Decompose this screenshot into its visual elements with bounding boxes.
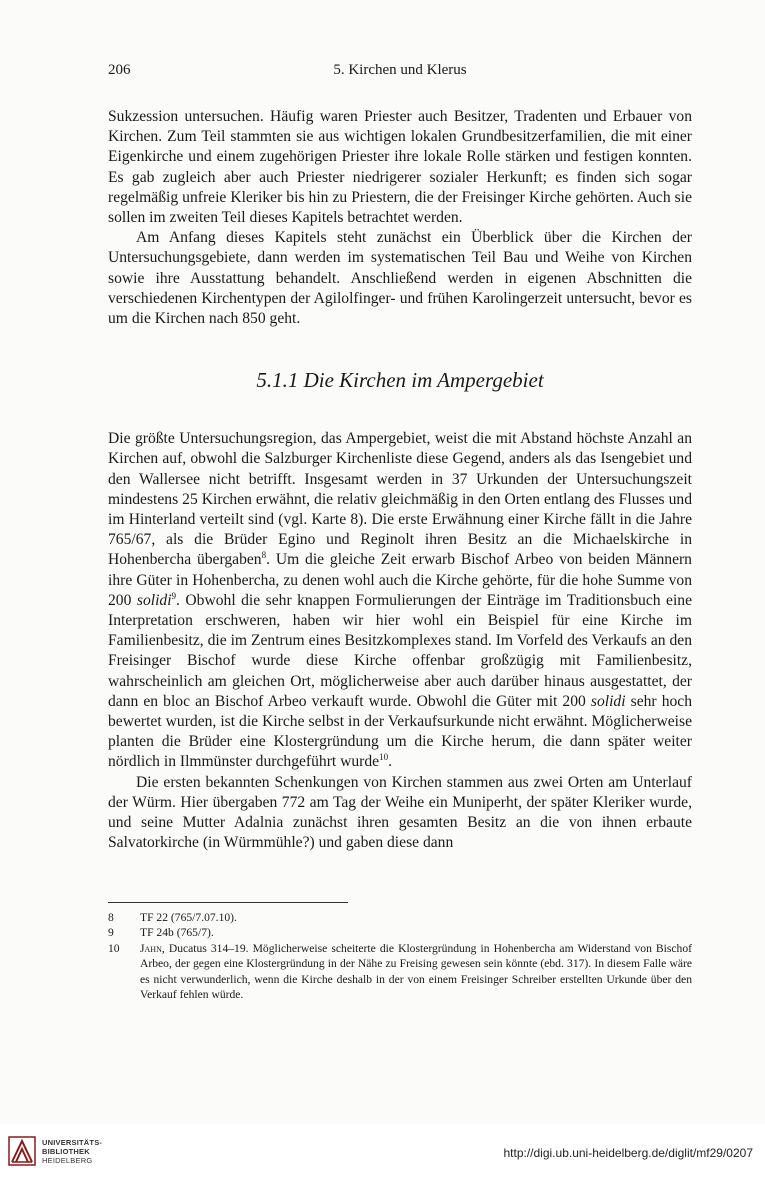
paragraph: Die ersten bekannten Schenkungen von Kirchen stammen aus zwei Orten am Unterlauf der Würm. Hier übergaben 772 am Tag der Weihe ein Muniperht, der später Kleriker wurde, und seine Mutter Adalnia zunächst ihren gesamten Besitz an die von ihnen erbaute Salvatorkirche (in Würmmühle?) und gaben diese dann [108, 773, 692, 852]
text-run: Die größte Untersuchungsregion, das Ampergebiet, weist die mit Abstand höchste Anzahl an Kirchen auf, obwohl die Salzburger Kirchenliste diese Gegend, anders als das Isengebiet und den Wallersee nicht betrifft. Insgesamt werden in 37 Urkunden der Untersuchungszeit mindestens 25 Kirchen erwähnt, die relativ gleichmäßig in den Orten entlang des Flusses und im Hinterland verteilt sind (vgl. Karte 8). Die erste Erwähnung einer Kirche fällt in die Jahre 765/67, als die Brüder Egino und Reginolt ihren Besitz an die Michaelskirche in Hohenbercha übergaben [108, 430, 692, 569]
footnote-ref-8[interactable]: 8 [261, 550, 267, 561]
paragraph: Am Anfang dieses Kapitels steht zunächst ein Überblick über die Kirchen der Untersuchungsgebiete, dann werden im systematischen Teil Bau und Weihe von Kirchen sowie ihre Ausstattung behandelt. Anschließend werden in eigenen Abschnitten die verschiedenen Kirchentypen der Agilolfinger- und frühen Karolingerzeit untersucht, bevor es um die Kirchen nach 850 geht. [108, 229, 692, 328]
footnote-text: TF 24b (765/7). [140, 926, 214, 940]
running-head [108, 62, 692, 84]
library-seal-icon [8, 1136, 36, 1166]
paragraph [108, 429, 692, 772]
chapter-title: 5. Kirchen und Klerus [333, 62, 467, 78]
permalink-url[interactable]: http://digi.ub.uni-heidelberg.de/diglit/mf29/0207 [503, 1146, 753, 1160]
text-run: . Obwohl die sehr knappen Formulierungen der Einträge im Traditionsbuch eine Interpretation erschweren, haben wir hier wohl ein Beispiel für eine Kirche im Familienbesitz, die im Zentrum eines Besitzkomplexes stand. Im Vorfeld des Verkaufs an den Freisinger Bischof wurde diese Kirche offenbar großzügig mit Familienbesitz, wahrscheinlich am gleichen Ort, möglicherweise aber auch darüber hinaus ausgestattet, der dann en bloc an Bischof Arbeo verkauft wurde. Obwohl die Güter mit 200 [108, 591, 693, 710]
footnote-10 [108, 941, 692, 1003]
footnote-text [140, 941, 692, 1003]
author-name: Jahn [140, 941, 162, 955]
library-logo[interactable] [8, 1133, 118, 1169]
footnote-number: 10 [108, 941, 120, 955]
page-number: 206 [108, 62, 131, 78]
text-run: sehr hoch bewertet wurden, ist die Kirche selbst in der Verkaufsurkunde nicht erwähnt. Möglicherweise planten die Brüder eine Klostergründung um die Kirche herum, die dann später weiter nördlich in Ilmmünster durchgeführt wurde [108, 692, 693, 771]
footnote-8 [108, 910, 692, 925]
logo-line: HEIDELBERG [42, 1155, 93, 1165]
footnote-number: 8 [108, 911, 114, 924]
footnote-9 [108, 925, 692, 940]
footnotes [108, 910, 692, 1002]
italic-term: solidi [136, 591, 172, 609]
text-run: . [388, 753, 392, 771]
footnote-ref-9[interactable]: 9 [171, 590, 177, 601]
footnote-number: 9 [108, 926, 114, 940]
footnote-ref-10[interactable]: 10 [379, 752, 389, 763]
text-run: , Ducatus 314–19. Möglicherweise scheiterte die Klostergründung in Hohenbercha am Widerstand von Bischof Arbeo, der gegen eine Klostergründung in der Nähe zu Freising gewesen sein könnte (ebd. 317). In diesem Falle wäre es nicht verwunderlich, wenn die Kirche deshalb in der von einem Freisinger Schreiber erstellten Urkunde über den Verkauf fehlen würde. [140, 941, 692, 1002]
text-run: . Um die gleiche Zeit erwarb Bischof Arbeo von beiden Männern ihre Güter in Hohenbercha, zu denen wohl auch die Kirche gehörte, für die hohe Summe von 200 [108, 551, 692, 609]
logo-line: BIBLIOTHEK [42, 1146, 90, 1156]
italic-term: solidi [590, 692, 626, 710]
library-name [42, 1138, 102, 1165]
body-text [108, 107, 692, 854]
section-heading: 5.1.1 Die Kirchen im Ampergebiet [256, 368, 544, 393]
footnote-text: TF 22 (765/7.07.10). [140, 911, 237, 924]
paragraph: Sukzession untersuchen. Häufig waren Priester auch Besitzer, Tradenten und Erbauer von Kirchen. Zum Teil stammten sie aus wichtigen lokalen Grundbesitzerfamilien, die mit einer Eigenkirche und einem zugehörigen Priester ihre lokale Rolle stärken und festigen konnten. Es gab zugleich aber auch Priester niedrigerer sozialer Herkunft; es finden sich sogar regelmäßig unfreie Kleriker bis hin zu Priestern, die der Freisinger Kirche gehörten. Auch sie sollen im zweiten Teil dieses Kapitels betrachtet werden. [108, 108, 692, 227]
logo-line: UNIVERSITÄTS- [42, 1137, 103, 1147]
footnote-divider [108, 902, 348, 903]
